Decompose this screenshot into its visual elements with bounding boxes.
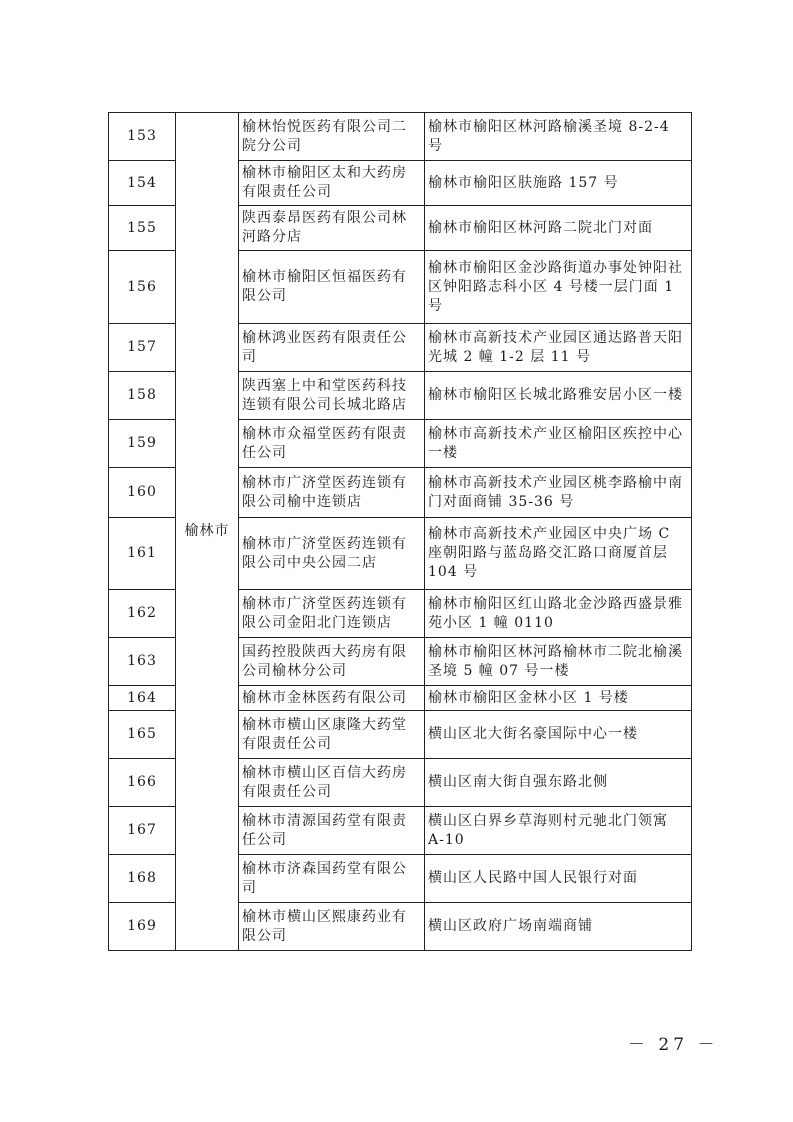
company-address: 横山区人民路中国人民银行对面 bbox=[425, 855, 692, 903]
company-name: 榆林市众福堂医药有限责任公司 bbox=[239, 420, 425, 468]
city-cell: 榆林市 bbox=[176, 113, 239, 951]
row-number: 157 bbox=[109, 324, 176, 372]
company-address: 榆林市榆阳区长城北路雅安居小区一楼 bbox=[425, 372, 692, 420]
company-address: 榆林市榆阳区林河路二院北门对面 bbox=[425, 206, 692, 251]
company-name: 陕西塞上中和堂医药科技连锁有限公司长城北路店 bbox=[239, 372, 425, 420]
page-number: － 27 － bbox=[628, 1035, 719, 1055]
company-address: 横山区南大街自强东路北侧 bbox=[425, 759, 692, 807]
company-name: 榆林市横山区康隆大药堂有限责任公司 bbox=[239, 711, 425, 759]
company-address: 榆林市高新技术产业园区桃李路榆中南门对面商铺 35-36 号 bbox=[425, 468, 692, 518]
company-address: 榆林市榆阳区金林小区 1 号楼 bbox=[425, 686, 692, 711]
row-number: 156 bbox=[109, 251, 176, 324]
row-number: 162 bbox=[109, 590, 176, 638]
company-name: 榆林怡悦医药有限公司二院分公司 bbox=[239, 113, 425, 161]
company-name: 陕西泰昂医药有限公司林河路分店 bbox=[239, 206, 425, 251]
row-number: 154 bbox=[109, 161, 176, 206]
company-address: 榆林市高新技术产业区榆阳区疾控中心一楼 bbox=[425, 420, 692, 468]
company-name: 榆林市广济堂医药连锁有限公司榆中连锁店 bbox=[239, 468, 425, 518]
company-name: 榆林市横山区熙康药业有限公司 bbox=[239, 903, 425, 951]
company-name: 榆林鸿业医药有限责任公司 bbox=[239, 324, 425, 372]
company-name: 榆林市榆阳区太和大药房有限责任公司 bbox=[239, 161, 425, 206]
company-address: 榆林市榆阳区林河路榆林市二院北榆溪圣境 5 幢 07 号一楼 bbox=[425, 638, 692, 686]
row-number: 166 bbox=[109, 759, 176, 807]
row-number: 165 bbox=[109, 711, 176, 759]
row-number: 164 bbox=[109, 686, 176, 711]
row-number: 169 bbox=[109, 903, 176, 951]
row-number: 158 bbox=[109, 372, 176, 420]
pharmacy-table bbox=[108, 112, 692, 951]
row-number: 160 bbox=[109, 468, 176, 518]
company-name: 榆林市榆阳区恒福医药有限公司 bbox=[239, 251, 425, 324]
company-name: 国药控股陕西大药房有限公司榆林分公司 bbox=[239, 638, 425, 686]
company-address: 榆林市高新技术产业园区中央广场 C 座朝阳路与蓝岛路交汇路口商厦首层 104 号 bbox=[425, 518, 692, 590]
company-address: 榆林市榆阳区肤施路 157 号 bbox=[425, 161, 692, 206]
row-number: 155 bbox=[109, 206, 176, 251]
company-address: 榆林市榆阳区林河路榆溪圣境 8-2-4 号 bbox=[425, 113, 692, 161]
row-number: 153 bbox=[109, 113, 176, 161]
table-body bbox=[109, 113, 692, 951]
company-address: 榆林市高新技术产业园区通达路普天阳光城 2 幢 1-2 层 11 号 bbox=[425, 324, 692, 372]
company-name: 榆林市济森国药堂有限公司 bbox=[239, 855, 425, 903]
company-name: 榆林市横山区百信大药房有限责任公司 bbox=[239, 759, 425, 807]
row-number: 163 bbox=[109, 638, 176, 686]
row-number: 161 bbox=[109, 518, 176, 590]
company-address: 横山区白界乡草海则村元驰北门领寓 A-10 bbox=[425, 807, 692, 855]
row-number: 168 bbox=[109, 855, 176, 903]
row-number: 167 bbox=[109, 807, 176, 855]
company-name: 榆林市金林医药有限公司 bbox=[239, 686, 425, 711]
company-address: 横山区政府广场南端商铺 bbox=[425, 903, 692, 951]
company-address: 横山区北大街名豪国际中心一楼 bbox=[425, 711, 692, 759]
company-name: 榆林市广济堂医药连锁有限公司中央公园二店 bbox=[239, 518, 425, 590]
company-name: 榆林市清源国药堂有限责任公司 bbox=[239, 807, 425, 855]
company-name: 榆林市广济堂医药连锁有限公司金阳北门连锁店 bbox=[239, 590, 425, 638]
table-row bbox=[109, 113, 692, 161]
company-address: 榆林市榆阳区红山路北金沙路西盛景雅苑小区 1 幢 0110 bbox=[425, 590, 692, 638]
company-address: 榆林市榆阳区金沙路街道办事处钟阳社区钟阳路志科小区 4 号楼一层门面 1 号 bbox=[425, 251, 692, 324]
row-number: 159 bbox=[109, 420, 176, 468]
